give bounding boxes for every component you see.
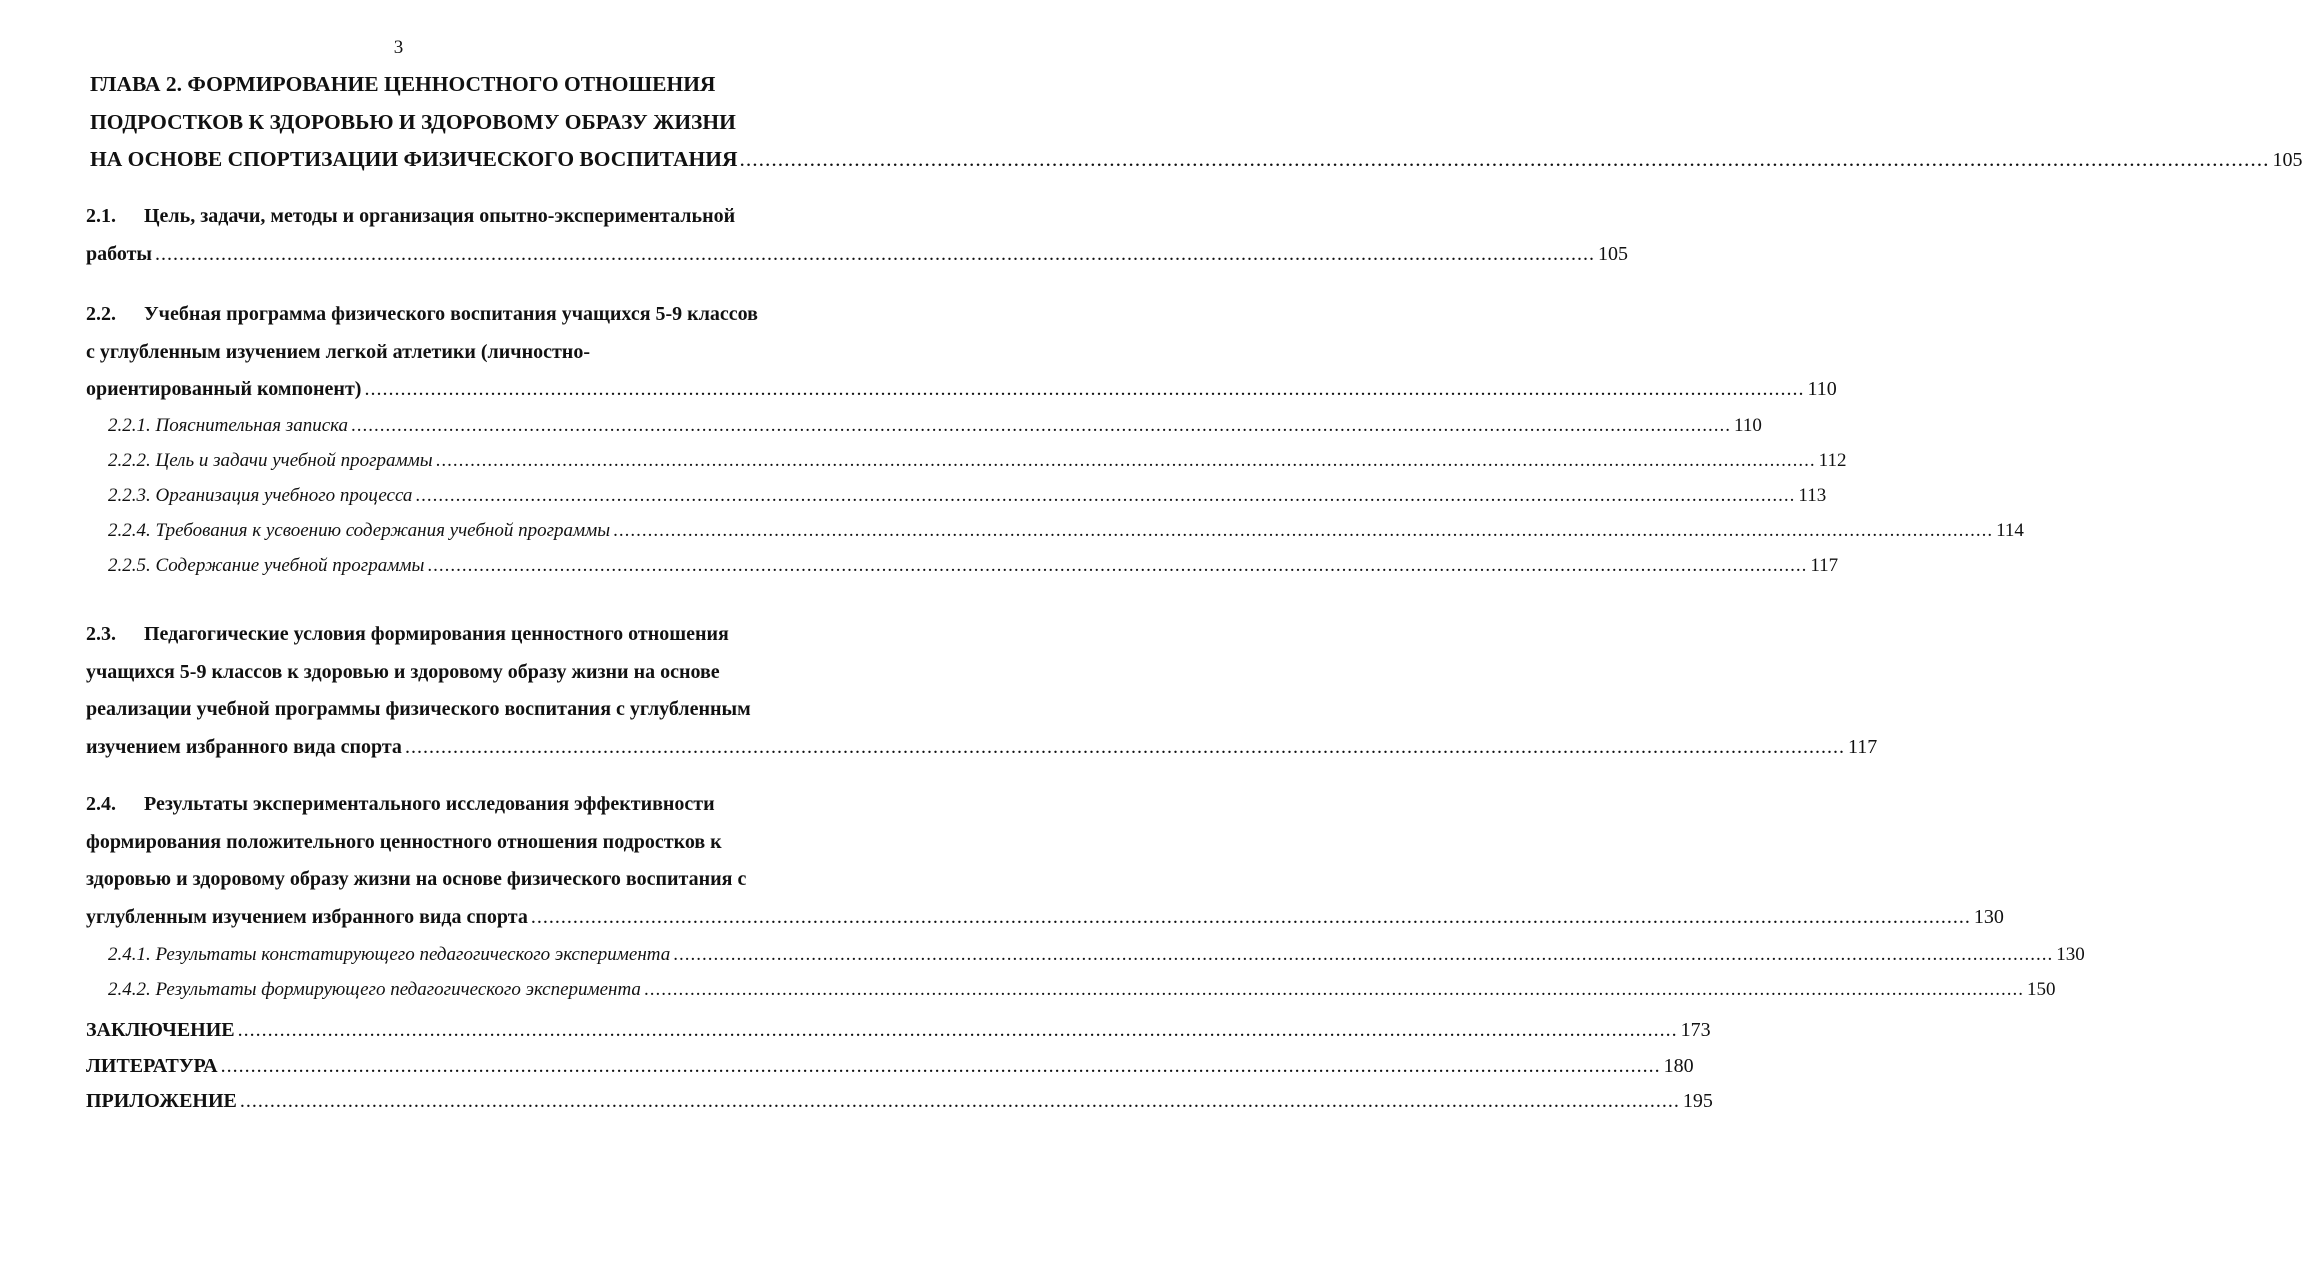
chapter-heading-line: ГЛАВА 2. ФОРМИРОВАНИЕ ЦЕННОСТНОГО ОТНОШЕНИЯ: [90, 72, 716, 96]
section-title-line: здоровью и здоровому образу жизни на основе физического воспитания с: [86, 868, 747, 890]
section-title-line: реализации учебной программы физического воспитания с углубленным: [86, 698, 751, 720]
section-page-ref: 130: [1973, 905, 2004, 928]
toc-entry-2-2: [86, 296, 1837, 409]
chapter-heading-line: НА ОСНОВЕ СПОРТИЗАЦИИ ФИЗИЧЕСКОГО ВОСПИТАНИЯ ..... 105: [90, 141, 780, 180]
toc-subentry: 2.2.5. Содержание учебной программы ..... 117: [108, 548, 800, 583]
toc-subentry: 2.4.2. Результаты формирующего педагогического эксперимента ..... 150: [108, 972, 800, 1007]
section-title-line: работы: [86, 242, 153, 265]
section-page-ref: 110: [1807, 378, 1837, 400]
toc-subentries-2-2: [86, 408, 2024, 583]
section-title-line: углубленным изучением избранного вида спорта: [86, 905, 528, 928]
chapter-page-ref: 105: [2272, 149, 2303, 171]
toc-subentry: 2.4.1. Результаты констатирующего педагогического эксперимента ..... 130: [108, 937, 800, 972]
toc-entry-conclusion: ЗАКЛЮЧЕНИЕ ..... 173: [86, 1013, 778, 1049]
section-title-line: изучением избранного вида спорта: [86, 735, 402, 758]
toc-entry-2-3: [86, 616, 1878, 766]
toc-subentry: 2.2.3. Организация учебного процесса ..... 113: [108, 478, 800, 513]
section-title-line: формирования положительного ценностного отношения подростков к: [86, 830, 722, 853]
section-page-ref: 117: [1847, 735, 1878, 758]
section-number: 2.1.: [86, 205, 116, 227]
toc-subentry: 2.2.2. Цель и задачи учебной программы ..... 112: [108, 443, 800, 478]
section-page-ref: 105: [1598, 242, 1629, 265]
section-title-line: Учебная программа физического воспитания учащихся 5-9 классов: [144, 303, 758, 325]
section-title-line: Результаты экспериментального исследования эффективности: [144, 793, 715, 815]
toc-back-matter: [86, 1013, 1713, 1120]
section-number: 2.4.: [86, 793, 116, 815]
page-number: 3: [393, 37, 404, 58]
chapter-heading-line: ПОДРОСТКОВ К ЗДОРОВЬЮ И ЗДОРОВОМУ ОБРАЗУ ЖИЗНИ: [90, 109, 736, 134]
toc-entry-literature: ЛИТЕРАТУРА ..... 180: [86, 1049, 778, 1085]
section-number: 2.3.: [86, 623, 116, 645]
toc-subentry: 2.2.4. Требования к усвоению содержания учебной программы ..... 114: [108, 513, 800, 548]
section-title-line: учащихся 5-9 классов к здоровью и здоровому образу жизни на основе: [86, 660, 720, 683]
section-title-line: с углубленным изучением легкой атлетики (личностно-: [86, 340, 590, 363]
toc-entry-appendix: ПРИЛОЖЕНИЕ ..... 195: [86, 1084, 778, 1120]
section-number: 2.2.: [86, 303, 116, 325]
toc-entry-2-4: [86, 786, 2004, 936]
toc-subentry: 2.2.1. Пояснительная записка ..... 110: [108, 408, 800, 443]
chapter-heading: [90, 66, 2303, 180]
section-title-line: Педагогические условия формирования ценностного отношения: [144, 623, 729, 645]
section-title-line: ориентированный компонент): [86, 378, 362, 400]
toc-entry-2-1: [86, 198, 1629, 273]
toc-subentries-2-4: [86, 937, 2085, 1007]
section-title-line: Цель, задачи, методы и организация опытно-экспериментальной: [144, 205, 736, 227]
